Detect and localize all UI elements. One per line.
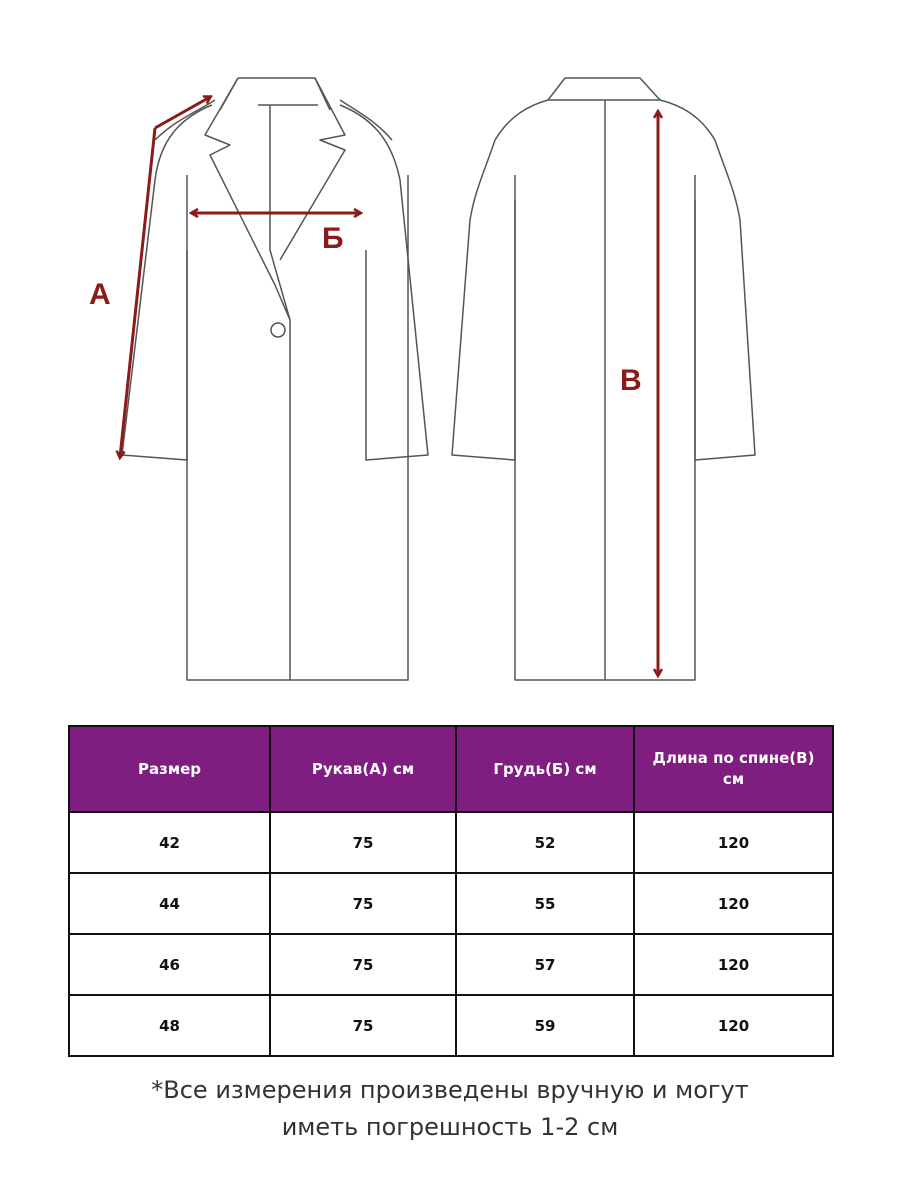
cell-sleeve: 75 (270, 812, 456, 873)
cell-chest: 57 (456, 934, 634, 995)
size-table (68, 725, 834, 1057)
cell-back-length: 120 (634, 812, 833, 873)
back-length-label: В (620, 364, 642, 397)
cell-chest: 52 (456, 812, 634, 873)
header-chest: Грудь(Б) см (456, 726, 634, 812)
header-back-length: Длина по спине(В) см (634, 726, 833, 812)
measurement-note (0, 1072, 900, 1146)
cell-size: 48 (69, 995, 270, 1056)
sleeve-arrow (120, 128, 155, 457)
chest-label: Б (322, 222, 344, 255)
cell-sleeve: 75 (270, 995, 456, 1056)
table-row (69, 812, 833, 873)
note-line-2: иметь погрешность 1-2 см (281, 1113, 619, 1141)
header-size: Размер (69, 726, 270, 812)
table-row (69, 995, 833, 1056)
table-header-row (69, 726, 833, 812)
header-sleeve: Рукав(А) см (270, 726, 456, 812)
cell-back-length: 120 (634, 934, 833, 995)
table-row (69, 873, 833, 934)
cell-sleeve: 75 (270, 873, 456, 934)
note-line-1: *Все измерения произведены вручную и могут (151, 1076, 749, 1104)
cell-back-length: 120 (634, 873, 833, 934)
cell-size: 42 (69, 812, 270, 873)
cell-back-length: 120 (634, 995, 833, 1056)
coat-back-outline (452, 78, 755, 680)
table-row (69, 934, 833, 995)
cell-chest: 59 (456, 995, 634, 1056)
coat-front-outline (122, 78, 428, 680)
cell-chest: 55 (456, 873, 634, 934)
cell-size: 46 (69, 934, 270, 995)
sleeve-label: А (89, 278, 111, 311)
cell-size: 44 (69, 873, 270, 934)
cell-sleeve: 75 (270, 934, 456, 995)
